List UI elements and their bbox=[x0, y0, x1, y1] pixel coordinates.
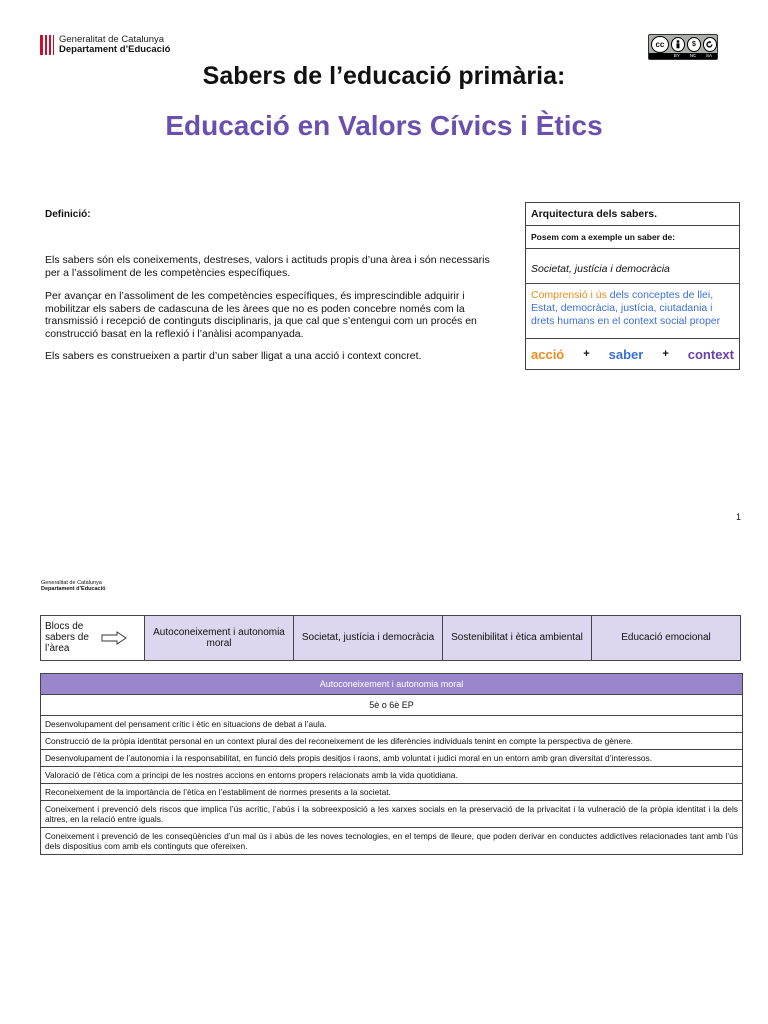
formula-action: acció bbox=[531, 346, 565, 362]
generalitat-logo bbox=[40, 35, 170, 55]
formula-context: context bbox=[687, 346, 734, 362]
formula-plus-2: + bbox=[662, 348, 669, 360]
bloc-sostenibilitat: Sostenibilitat i ètica ambiental bbox=[443, 616, 592, 660]
sa-icon bbox=[703, 37, 717, 52]
architecture-subtitle: Posem com a exemple un saber de: bbox=[526, 226, 739, 249]
definition-label: Definició: bbox=[45, 209, 91, 220]
bloc-societat: Societat, justícia i democràcia bbox=[294, 616, 443, 660]
content-table-level: 5è o 6è EP bbox=[41, 695, 743, 716]
content-table bbox=[40, 673, 743, 855]
nc-icon: $ bbox=[687, 37, 701, 52]
small-org-line1: Generalitat de Catalunya bbox=[41, 580, 102, 586]
bloc-autoconeixement: Autoconeixement i autonomia moral bbox=[145, 616, 294, 660]
cc-icon: cc bbox=[651, 36, 669, 53]
org-line1: Generalitat de Catalunya bbox=[59, 34, 165, 45]
blocs-label: Blocs de sabers de l’àrea bbox=[45, 621, 89, 654]
table-row: Construcció de la pròpia identitat personal en un context plural des del reconeixement de les diferències individuals tenint en compte la perspectiva de gènere. bbox=[41, 733, 743, 750]
by-icon bbox=[671, 37, 685, 52]
definition-paragraph-3: Els sabers es construeixen a partir d’un saber lligat a una acció i context concret. bbox=[45, 350, 422, 362]
table-row: Reconeixement de la importància de l’ètica en l’establiment de normes presents a la societat. bbox=[41, 784, 743, 801]
arrow-right-icon bbox=[101, 631, 127, 645]
bloc-educacio-emocional: Educació emocional bbox=[592, 616, 740, 660]
table-row: Desenvolupament del pensament crític i ètic en situacions de debat a l’aula. bbox=[41, 716, 743, 733]
page-subtitle: Educació en Valors Cívics i Ètics bbox=[165, 110, 603, 141]
license-label-by: BY bbox=[673, 53, 680, 58]
description-action: Comprensió i ús bbox=[531, 289, 607, 301]
blocs-table bbox=[40, 615, 741, 661]
architecture-example: Societat, justícia i democràcia bbox=[526, 249, 739, 284]
description-knowledge: dels conceptes de llei, Estat, democràcia, justícia, ciutadania i drets humans bbox=[531, 289, 714, 327]
cc-license-badge bbox=[648, 34, 718, 60]
license-label-nc: NC bbox=[689, 53, 697, 58]
blocs-label-cell bbox=[41, 616, 145, 660]
page-title: Sabers de l’educació primària: bbox=[202, 62, 566, 90]
table-row: Valoració de l’ètica com a principi de les nostres accions en entorns propers relacionats amb la vida quotidiana. bbox=[41, 767, 743, 784]
page-number: 1 bbox=[736, 512, 742, 522]
definition-paragraph-1: Els sabers són els coneixements, destreses, valors i actituds propis d’una àrea i són necessaris per a l’assoliment de les competències específiques. bbox=[45, 254, 490, 279]
description-context: en el context social proper bbox=[597, 315, 721, 327]
senyera-icon bbox=[40, 35, 54, 55]
org-line2: Departament d’Educació bbox=[59, 44, 171, 55]
table-row: Desenvolupament de l’autonomia i la responsabilitat, en funció dels propis desitjos i raons, amb voluntat i judici moral en un entorn amb gran diversitat d’interessos. bbox=[41, 750, 743, 767]
formula-plus-1: + bbox=[583, 348, 590, 360]
definition-paragraph-2: Per avançar en l’assoliment de les competències específiques, és imprescindible adquirir i mobilitzar els sabers de cadascuna de les àrees que no es poden concebre només com la transmissió i recepció de continguts disciplinaris, ja que cal que s’entengui com un procés en construcció basat en la reflexió i l’anàlisi acompanyada. bbox=[45, 290, 477, 340]
architecture-title: Arquitectura dels sabers. bbox=[526, 203, 739, 226]
license-label-sa: SA bbox=[706, 53, 713, 58]
architecture-description bbox=[526, 284, 739, 339]
formula-knowledge: saber bbox=[608, 346, 644, 362]
architecture-formula bbox=[526, 339, 739, 369]
table-row: Coneixement i prevenció de les conseqüències d’un mal ús i abús de les noves tecnologies, en el temps de lleure, que poden derivar en conductes addictives relacionades tant amb l’ús dels dispositius com amb els continguts que ofereixen. bbox=[41, 828, 743, 855]
table-row: Coneixement i prevenció dels riscos que implica l’ús acrític, l’abús i la sobreexposició a les xarxes socials en la preservació de la privacitat i la vulneració de la pròpia identitat i la dels altres, en la relació entre iguals. bbox=[41, 801, 743, 828]
small-org-line2: Departament d’Educació bbox=[41, 586, 106, 592]
content-table-header: Autoconeixement i autonomia moral bbox=[41, 674, 743, 695]
generalitat-logo-small bbox=[41, 580, 106, 592]
architecture-box bbox=[525, 202, 740, 370]
